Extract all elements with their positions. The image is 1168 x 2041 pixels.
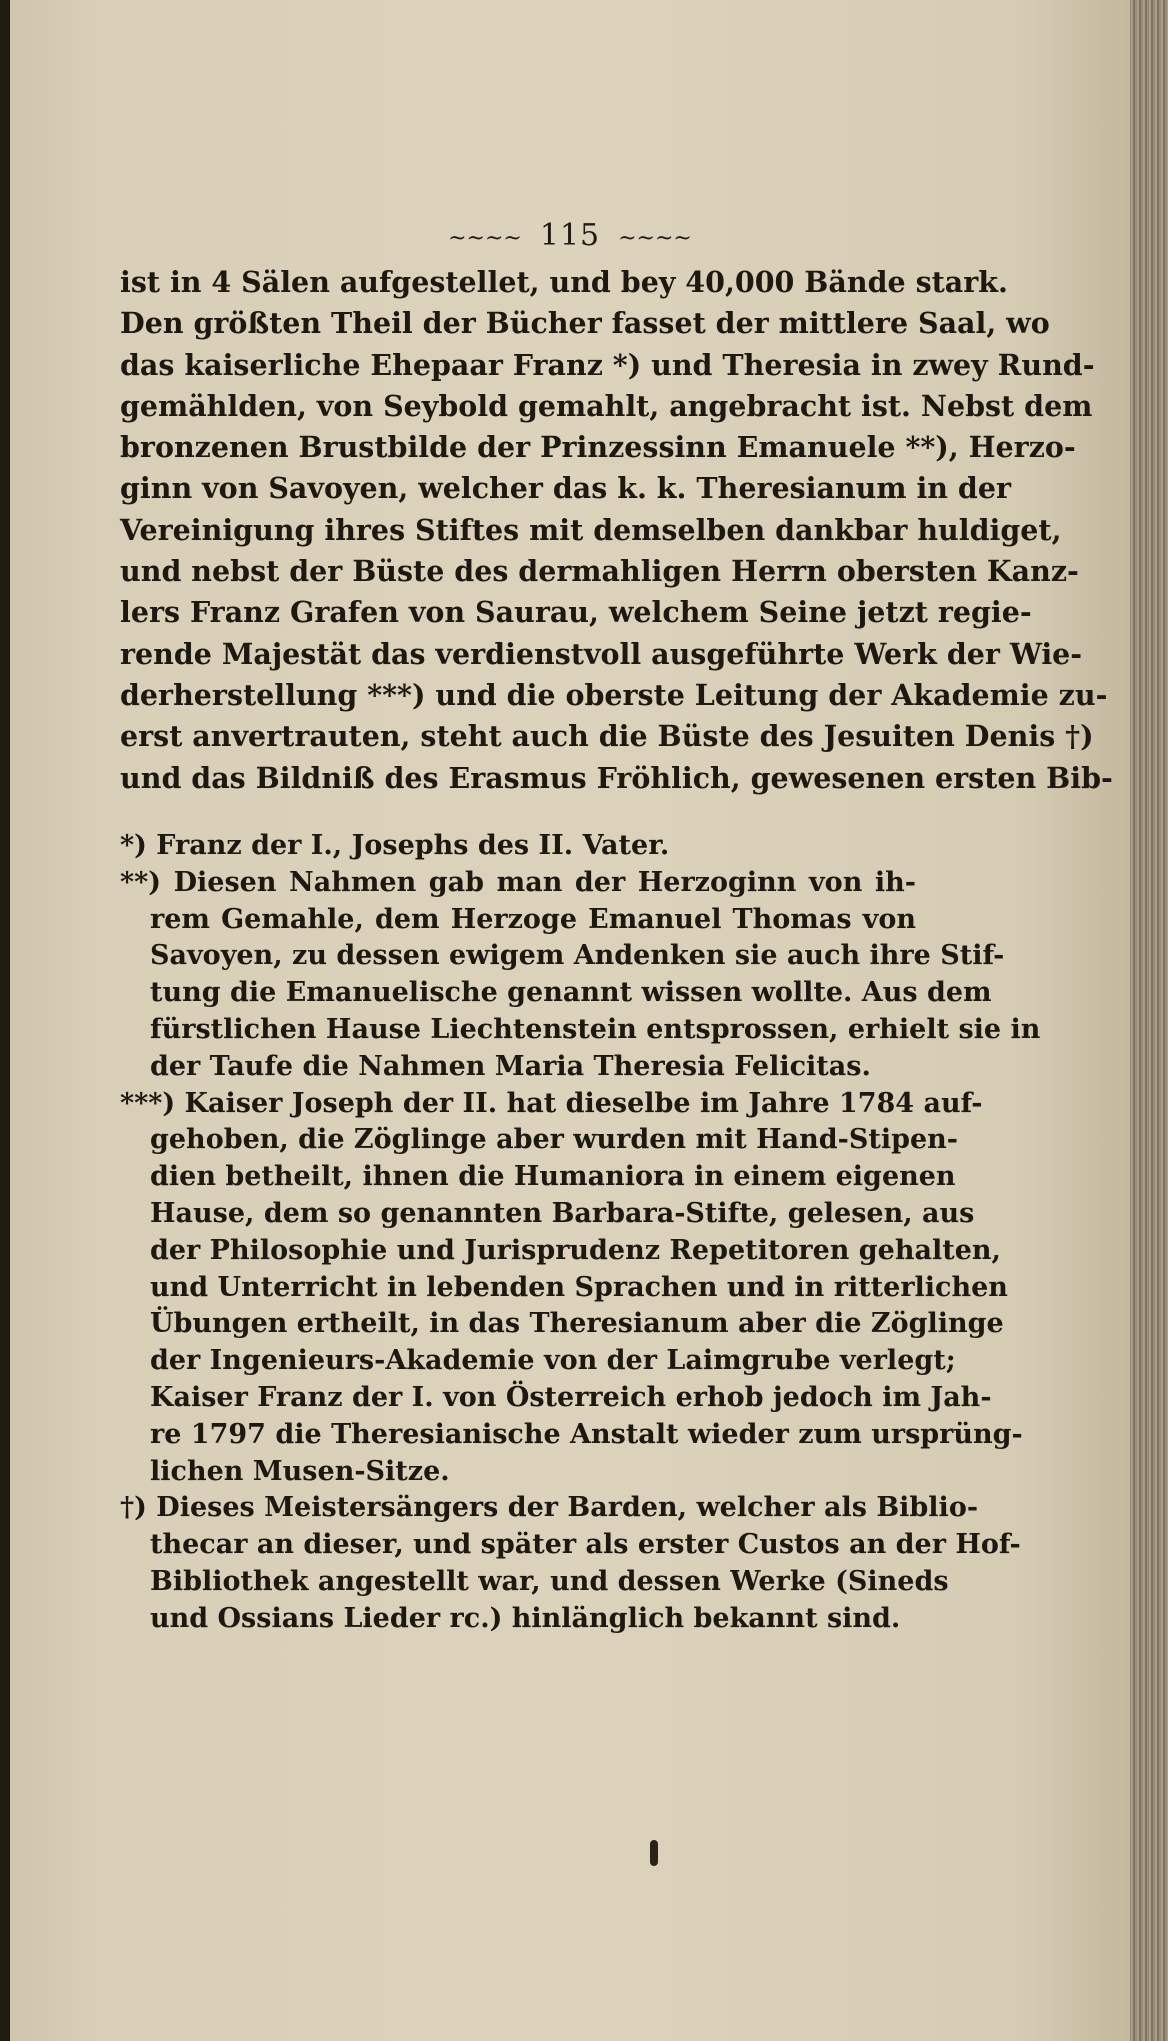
footnotes [120,828,1041,1638]
book-page [10,0,1130,2041]
footnote-line: *) Franz der I., Josephs des II. Vater. [120,830,670,861]
footnote-line: der Taufe die Nahmen Maria Theresia Felicitas. [150,1050,871,1082]
text-line: rende Majestät das verdienstvoll ausgeführte Werk der Wie- [120,636,1083,671]
header-ornament-right: ~~~~ [618,226,692,251]
main-text [120,262,1113,799]
text-line: und das Bildniß des Erasmus Fröhlich, gewesenen ersten Bib- [120,760,1113,795]
footnote-line: Hause, dem so genannten Barbara-Stifte, gelesen, aus [150,1197,975,1229]
footnote-line: rem Gemahle, dem Herzoge Emanuel Thomas von [150,903,916,935]
footnote-line: der Ingenieurs-Akademie von der Laimgrube verlegt; [150,1345,956,1377]
page-edge [1130,0,1168,2041]
footnote-line: lichen Musen-Sitze. [150,1455,450,1487]
text-line: das kaiserliche Ehepaar Franz *) und Theresia in zwey Rund- [120,347,1095,382]
footnote-line: **) Diesen Nahmen gab man der Herzoginn von ih- [120,866,916,898]
footnote-line: Bibliothek angestellt war, und dessen Werke (Sineds [150,1565,949,1597]
footnote-line: dien betheilt, ihnen die Humaniora in einem eigenen [150,1161,956,1193]
text-line: lers Franz Grafen von Saurau, welchem Seine jetzt regie- [120,595,1032,630]
header-ornament-left: ~~~~ [448,226,522,251]
text-line: ist in 4 Sälen aufgestellet, und bey 40,000 Bände stark. [120,265,1008,299]
text-line: ginn von Savoyen, welcher das k. k. Theresianum in der [120,471,1012,506]
footnote-line: Kaiser Franz der I. von Österreich erhob jedoch im Jah- [150,1381,992,1413]
footnote-line: Übungen ertheilt, in das Theresianum aber die Zöglinge [150,1308,1004,1340]
footnote-line: und Ossians Lieder rc.) hinlänglich bekannt sind. [150,1602,901,1634]
footnote-line: ***) Kaiser Joseph der II. hat dieselbe im Jahre 1784 auf- [120,1087,983,1119]
footnote-line: gehoben, die Zöglinge aber wurden mit Hand-Stipen- [150,1124,958,1156]
footnote-line: fürstlichen Hause Liechtenstein entsprossen, erhielt sie in [150,1013,1041,1045]
footnote-line: der Philosophie und Jurisprudenz Repetitoren gehalten, [150,1234,1001,1266]
page-header [10,218,1130,253]
footnote-line: und Unterricht in lebenden Sprachen und in ritterlichen [150,1271,1008,1303]
footnote-line: †) Dieses Meistersängers der Barden, welcher als Biblio- [120,1492,979,1524]
footnote-line: tung die Emanuelische genannt wissen wollte. Aus dem [150,977,992,1009]
text-line: und nebst der Büste des dermahligen Herrn obersten Kanz- [120,554,1079,589]
footnote-line: thecar an dieser, und später als erster Custos an der Hof- [150,1529,1021,1561]
ink-mark [650,1840,658,1866]
text-line: Den größten Theil der Bücher fasset der mittlere Saal, wo [120,306,1050,341]
text-line: Vereinigung ihres Stiftes mit demselben dankbar huldiget, [120,512,1062,547]
text-line: bronzenen Brustbilde der Prinzessinn Emanuele **), Herzo- [120,430,1076,465]
footnote-line: Savoyen, zu dessen ewigem Andenken sie auch ihre Stif- [150,940,1005,972]
text-line: gemählden, von Seybold gemahlt, angebracht ist. Nebst dem [120,388,1093,423]
text-line: derherstellung ***) und die oberste Leitung der Akademie zu- [120,677,1108,712]
page-number: 115 [539,218,601,253]
text-line: erst anvertrauten, steht auch die Büste des Jesuiten Denis †) [120,719,1094,754]
footnote-line: re 1797 die Theresianische Anstalt wieder zum ursprüng- [150,1418,1023,1450]
